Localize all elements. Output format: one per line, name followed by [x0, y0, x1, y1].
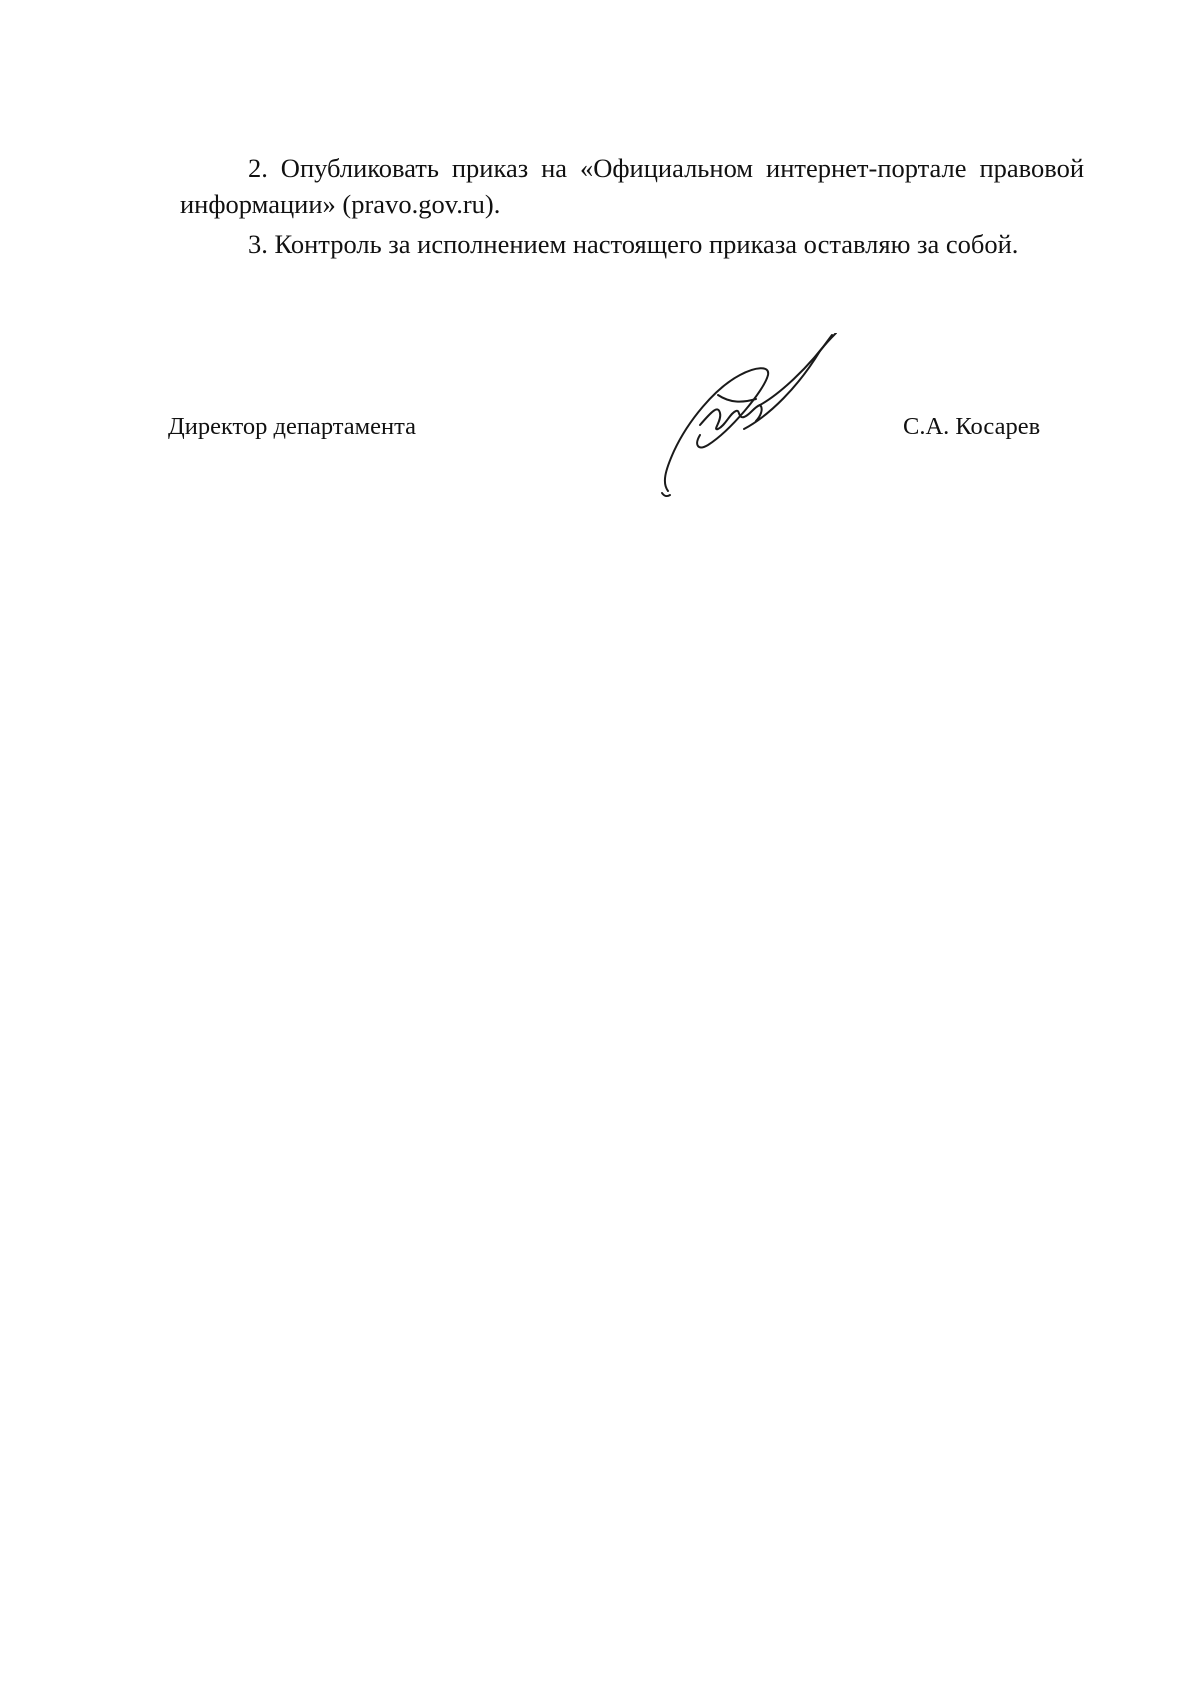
order-body-text [180, 150, 1084, 262]
signer-name: С.А. Косарев [903, 413, 1041, 440]
handwritten-signature [660, 333, 895, 498]
paragraph-publication: 2. Опубликовать приказ на «Официальном интернет-портале правовой информации» (pravo.gov.ru). [180, 153, 1084, 219]
paragraph-control: 3. Контроль за исполнением настоящего приказа оставляю за собой. [248, 229, 1019, 259]
signer-position-title: Директор департамента [168, 413, 417, 440]
